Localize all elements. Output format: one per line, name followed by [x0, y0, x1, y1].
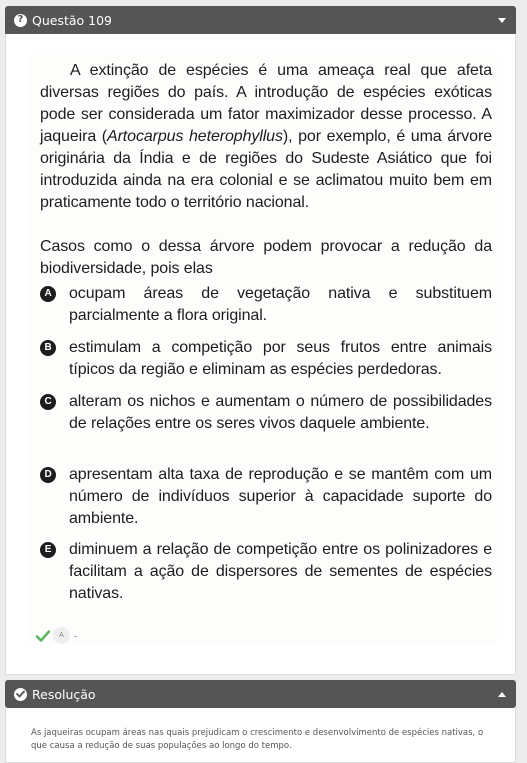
- question-panel-body: [5, 34, 516, 675]
- question-text: [40, 60, 492, 214]
- alternative-letter: A: [40, 286, 56, 302]
- alternative-letter: D: [40, 467, 56, 483]
- alternative-text: ocupam áreas de vegetação nativa e substituem parcialmente a flora original.: [69, 285, 492, 324]
- question-stem-text: Casos como o dessa árvore podem provocar a redução da biodiversidade, pois elas: [40, 238, 492, 277]
- question-mark-icon: ?: [14, 14, 27, 27]
- resolution-panel-body: [5, 708, 516, 763]
- caret-up-icon[interactable]: [498, 690, 506, 698]
- question-text-part: A extinção de espécies é uma ameaça real que afeta diversas regiões do país. A introdução de espécies exóticas pode ser considerada um fator maximizador desse processo. A jaqueira (: [40, 62, 492, 145]
- resolution-panel-title: Resolução: [32, 686, 96, 702]
- alternative-text: estimulam a competição por seus frutos entre animais típicos da região e eliminam as espécies perdedoras.: [69, 339, 492, 378]
- check-circle-icon: [14, 688, 27, 701]
- answer-letter-badge: A: [53, 627, 70, 644]
- alternative-a[interactable]: [40, 283, 492, 327]
- question-stem: [40, 236, 492, 280]
- alternative-letter: E: [40, 542, 56, 558]
- resolution-panel-header[interactable]: [5, 680, 516, 708]
- answer-suffix: -: [74, 630, 77, 641]
- question-panel-title: Questão 109: [32, 12, 113, 28]
- question-image: [28, 54, 498, 644]
- check-icon: [36, 630, 50, 642]
- answer-indicator: [36, 627, 77, 644]
- alternative-b[interactable]: [40, 337, 492, 381]
- alternative-text: diminuem a relação de competição entre os polinizadores e facilitam a ação de dispersores de sementes de espécies nativas.: [69, 541, 492, 602]
- alternative-text: alteram os nichos e aumentam o número de possibilidades de relações entre os seres vivos daquele ambiente.: [69, 393, 492, 432]
- alternative-letter: B: [40, 340, 56, 356]
- alternative-d[interactable]: [40, 464, 492, 530]
- alternative-e[interactable]: [40, 539, 492, 605]
- resolution-text: As jaqueiras ocupam áreas nas quais prejudicam o crescimento e desenvolvimento de espécies nativas, o que causa a redução de suas populações ao longo do tempo.: [31, 728, 484, 751]
- species-name: Artocarpus heterophyllus: [107, 128, 283, 145]
- question-panel-header[interactable]: [5, 6, 516, 34]
- question-text-part: ), por exemplo, é uma árvore originária da Índia e de regiões do Sudeste Asiático que foi introduzida ainda na era colonial e se aclimatou muito bem em praticamente todo o território nacional.: [40, 128, 492, 211]
- caret-down-icon[interactable]: [498, 16, 506, 24]
- alternative-c[interactable]: [40, 391, 492, 435]
- alternative-text: apresentam alta taxa de reprodução e se mantêm com um número de indivíduos superior à capacidade suporte do ambiente.: [69, 466, 492, 527]
- alternative-letter: C: [40, 394, 56, 410]
